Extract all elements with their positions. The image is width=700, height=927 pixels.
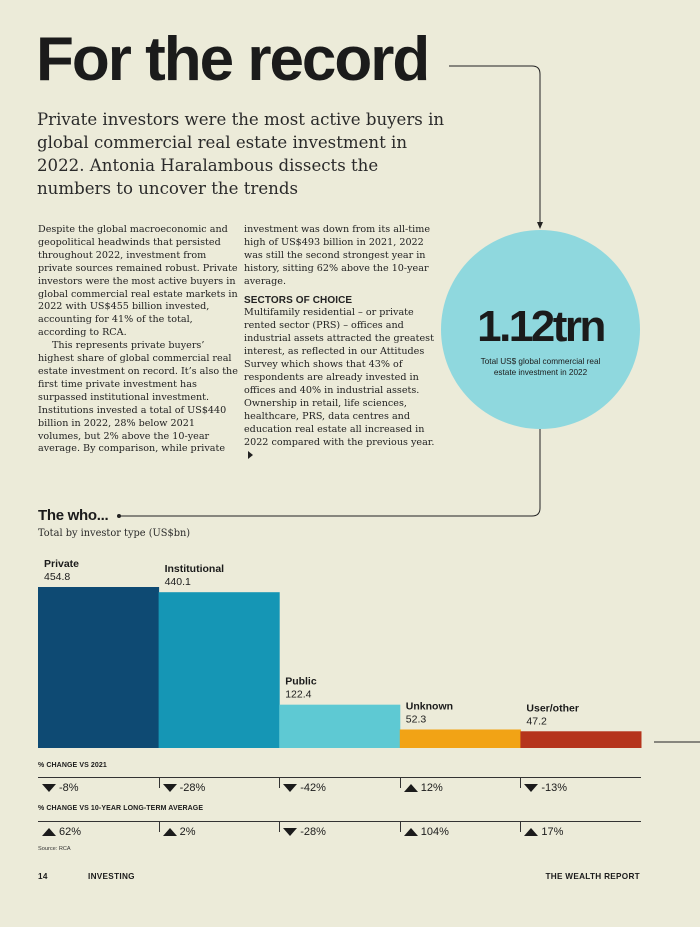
bar-private (38, 587, 159, 748)
change-2021-value: 12% (420, 782, 443, 794)
change-2021-title: % CHANGE VS 2021 (38, 762, 107, 769)
triangle-down-icon (524, 784, 538, 792)
change-avg-value: 104% (420, 826, 449, 838)
bar-category-label: Institutional (164, 563, 225, 576)
bar-category-label: Unknown (405, 700, 454, 713)
change-avg-item (283, 826, 326, 838)
source-note: Source: RCA (38, 846, 71, 852)
highlight-value: 1.12trn (477, 302, 604, 351)
bar-value-label: 440.1 (164, 576, 191, 589)
publication-name: THE WEALTH REPORT (545, 872, 640, 881)
bar-value-label: 47.2 (526, 715, 547, 728)
change-2021-value: -28% (179, 782, 206, 794)
page-number: 14 (38, 872, 48, 881)
change-avg-item (42, 826, 81, 838)
change-2021-item (42, 782, 79, 794)
change-2021-item (163, 782, 206, 794)
triangle-down-icon (283, 828, 297, 836)
triangle-down-icon (42, 784, 56, 792)
bar-value-label: 454.8 (44, 571, 71, 583)
change-2021-value: -42% (300, 782, 326, 794)
change-avg-value: 17% (541, 826, 564, 838)
column-tick (279, 778, 280, 788)
triangle-down-icon (283, 784, 297, 792)
standfirst: Private investors were the most active buyers in global commercial real estate investment in 2022. Antonia Haralambous dissects the numbers to uncover the trends (37, 110, 445, 198)
highlight-caption: Total US$ global commercial real estate investment in 2022 (480, 357, 601, 377)
column-tick (279, 822, 280, 832)
body-paragraph-text: Multifamily residential – or private rented sector (PRS) – offices and industrial assets attracted the greatest interest, as reflected in our Attitudes Survey which shows that 43% of respondents are already invested in offices and 40% in industrial assets. Ownership in retail, life sciences, healthcare, PRS, data centres and education real estate all increased in 2022 compared with the previous year. (244, 307, 435, 448)
change-avg-value: -28% (300, 826, 326, 838)
change-avg-item (163, 826, 196, 838)
divider (38, 821, 641, 822)
column-tick (520, 822, 521, 832)
body-paragraph: investment was down from its all-time high of US$493 billion in 2021, 2022 was still the second strongest year in history, sitting 62% above the 10-year average. (244, 224, 430, 287)
change-avg-value: 2% (179, 826, 196, 838)
change-2021-value: -13% (541, 782, 568, 794)
change-2021-item (524, 782, 567, 794)
column-tick (520, 778, 521, 788)
column-tick (159, 822, 160, 832)
bar-category-label: User/other (526, 702, 579, 715)
body-paragraph: Despite the global macroeconomic and geopolitical headwinds that persisted throughout 2022, investment from private sources remained robust. Private investors were the most active buyers in global commercial real estate markets in 2022 with US$455 billion invested, accounting for 41% of the total, according to RCA. (38, 224, 238, 339)
column-tick (400, 778, 401, 788)
page-title: For the record (36, 25, 429, 94)
column-tick (159, 778, 160, 788)
bar-category-label: Private (44, 558, 80, 570)
change-2021-value: -8% (59, 782, 79, 794)
chart-title: The who... (38, 507, 109, 524)
change-2021-item (283, 782, 326, 794)
bar-value-label: 122.4 (285, 688, 312, 701)
triangle-up-icon (404, 784, 418, 792)
section-heading: SECTORS OF CHOICE (244, 294, 353, 306)
change-avg-item (404, 826, 449, 838)
change-avg-title: % CHANGE VS 10-YEAR LONG-TERM AVERAGE (38, 805, 204, 812)
change-2021-item (404, 782, 443, 794)
triangle-down-icon (163, 784, 177, 792)
bar-institutional (159, 592, 280, 748)
bar-public (279, 705, 400, 748)
bar-value-label: 52.3 (405, 713, 427, 726)
triangle-up-icon (524, 828, 538, 836)
chart-subtitle: Total by investor type (US$bn) (38, 528, 191, 539)
body-paragraph: This represents private buyers’ highest share of global commercial real estate investment on record. It’s also the first time private investment has surpassed institutional investment. Institutions invested a total of US$440 billion in 2022, 28% below 2021 volumes, but 2% above the 10-year average. By comparison, while private (38, 340, 238, 455)
triangle-up-icon (42, 828, 56, 836)
triangle-up-icon (404, 828, 418, 836)
bar-user-other (520, 731, 641, 748)
bar-unknown (400, 729, 521, 748)
divider (38, 777, 641, 778)
column-tick (400, 822, 401, 832)
triangle-up-icon (163, 828, 177, 836)
change-avg-item (524, 826, 563, 838)
section-name: INVESTING (88, 872, 135, 881)
change-avg-value: 62% (59, 826, 82, 838)
bar-category-label: Public (285, 675, 317, 688)
